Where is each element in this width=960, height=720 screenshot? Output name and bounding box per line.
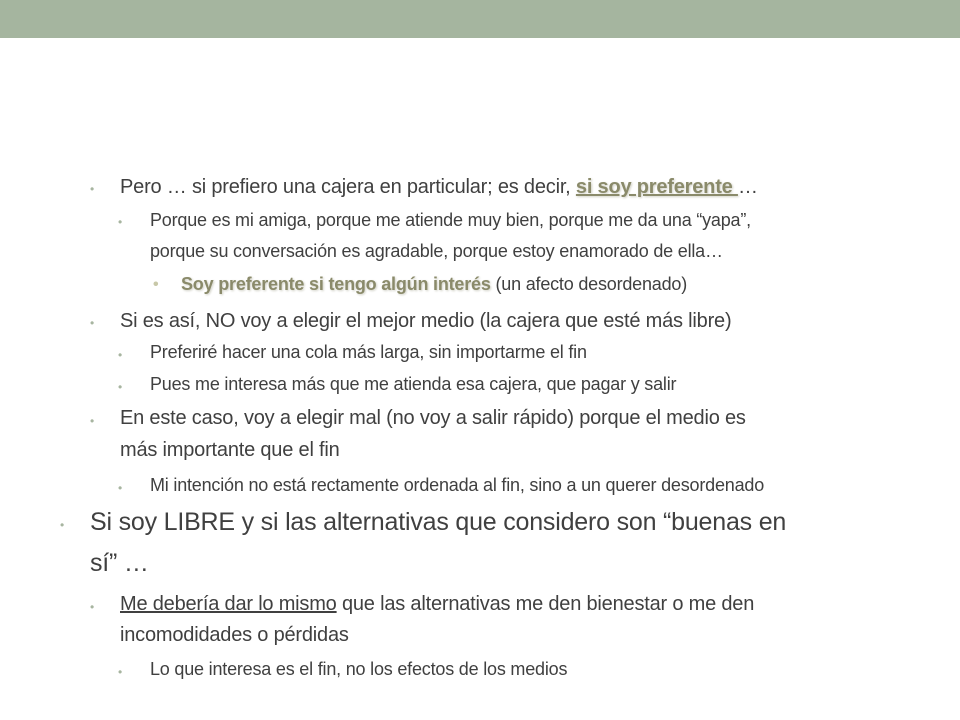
- bullet-icon: •: [90, 414, 95, 428]
- bullet-si-soy-libre-line1: Si soy LIBRE y si las alternativas que considero son “buenas en: [90, 508, 787, 536]
- pero-ellipsis: …: [737, 176, 758, 198]
- sub-bullet-amiga-line2: porque su conversación es agradable, porque estoy enamorado de ella…: [150, 241, 723, 261]
- bullet-icon: •: [90, 600, 95, 614]
- bullet-icon: •: [90, 182, 95, 196]
- sub-bullet-soy-preferente: [181, 274, 687, 295]
- bullet-en-este-caso-line2: más importante que el fin: [120, 439, 340, 461]
- pero-highlight: si soy preferente: [575, 176, 738, 198]
- bullet-icon: •: [118, 348, 123, 362]
- soy-preferente-rest: (un afecto desordenado): [490, 274, 688, 294]
- pero-text: Pero … si prefiero una cajera en particular; es decir,: [120, 176, 576, 198]
- bullet-icon: •: [118, 380, 123, 394]
- bullet-icon: •: [60, 518, 65, 532]
- bullet-pero: [120, 176, 758, 199]
- sub-bullet-lo-que-interesa: Lo que interesa es el fin, no los efectos de los medios: [150, 659, 568, 679]
- sub-bullet-amiga-line1: Porque es mi amiga, porque me atiende muy bien, porque me da una “yapa”,: [150, 210, 751, 230]
- bullet-me-deberia-line2: incomodidades o pérdidas: [120, 624, 349, 646]
- bullet-me-deberia-line1: [120, 593, 754, 616]
- me-deberia-rest: que las alternativas me den bienestar o me den: [336, 593, 755, 615]
- sub-bullet-pues: Pues me interesa más que me atienda esa cajera, que pagar y salir: [150, 374, 677, 394]
- bullet-en-este-caso-line1: En este caso, voy a elegir mal (no voy a salir rápido) porque el medio es: [120, 407, 746, 429]
- sub-bullet-intencion: Mi intención no está rectamente ordenada al fin, sino a un querer desordenado: [150, 475, 765, 495]
- bullet-icon: •: [90, 316, 95, 330]
- bullet-icon: •: [118, 665, 123, 679]
- bullet-si-es-asi: Si es así, NO voy a elegir el mejor medio (la cajera que esté más libre): [120, 310, 732, 332]
- me-deberia-underlined: Me debería dar lo mismo: [120, 593, 337, 615]
- soy-preferente-highlight: Soy preferente si tengo algún interés: [181, 274, 491, 294]
- bullet-icon: •: [118, 481, 123, 495]
- sub-bullet-preferire: Preferiré hacer una cola más larga, sin importarme el fin: [150, 342, 587, 362]
- bullet-icon: •: [153, 276, 159, 293]
- bullet-si-soy-libre-line2: sí” …: [90, 549, 149, 577]
- bullet-icon: •: [118, 215, 123, 229]
